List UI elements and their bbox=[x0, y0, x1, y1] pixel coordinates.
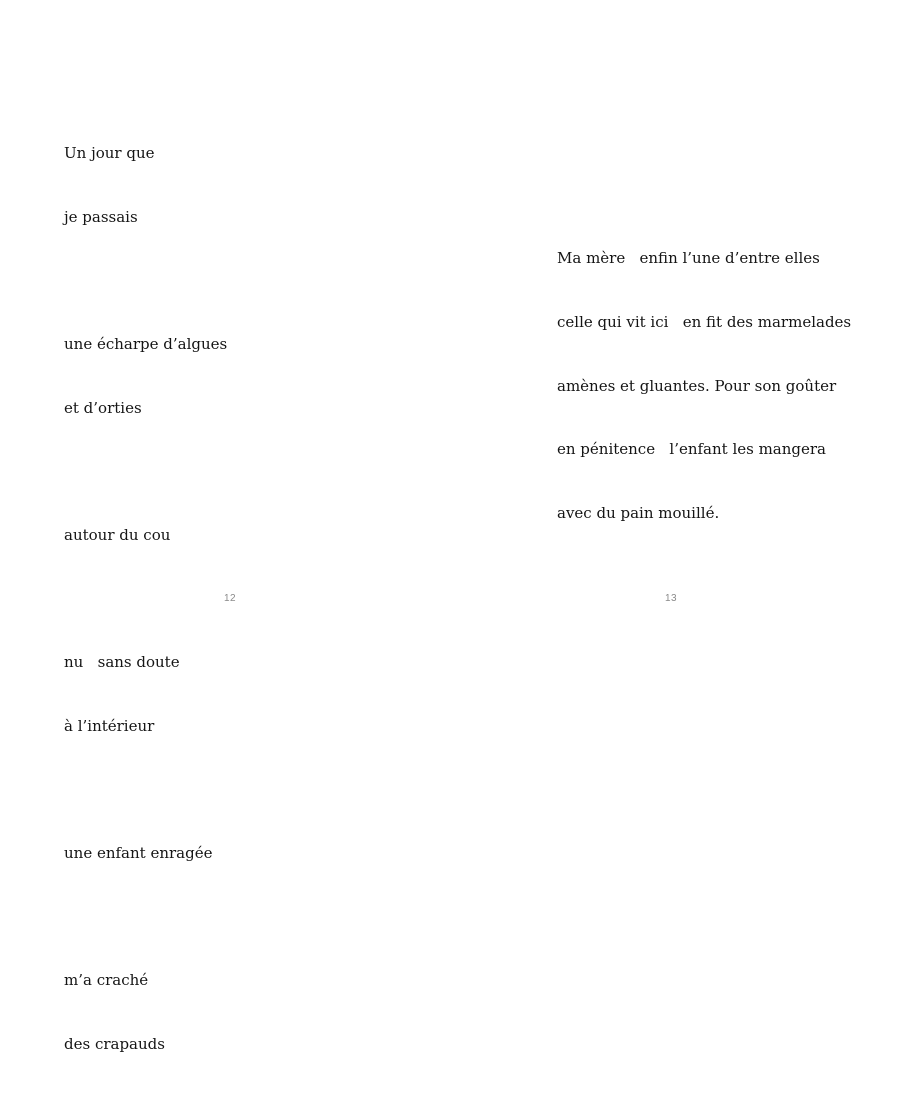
prose-line: Ma mère enfin l’une d’entre elles bbox=[557, 249, 820, 268]
poem-line: et d’orties bbox=[64, 398, 142, 417]
stanza-break bbox=[64, 589, 227, 610]
stanza-break bbox=[64, 779, 227, 800]
prose-line: amènes et gluantes. Pour son goûter bbox=[557, 376, 837, 395]
poem-line: une enfant enragée bbox=[64, 843, 213, 862]
poem-line: à l’intérieur bbox=[64, 716, 155, 735]
prose-paragraph bbox=[557, 206, 851, 566]
page-number: 13 bbox=[665, 593, 678, 604]
right-page bbox=[450, 0, 900, 643]
poem bbox=[64, 101, 227, 1097]
poem-line: nu sans doute bbox=[64, 653, 180, 672]
page-number: 12 bbox=[224, 593, 237, 604]
left-page bbox=[0, 0, 450, 1053]
prose-line: avec du pain mouillé. bbox=[557, 503, 720, 522]
poem-line: des crapauds bbox=[64, 1034, 165, 1053]
stanza-break bbox=[64, 461, 227, 482]
poem-line: autour du cou bbox=[64, 525, 171, 544]
poem-line: je passais bbox=[64, 208, 138, 226]
prose-line: celle qui vit ici en fit des marmelades bbox=[557, 313, 852, 331]
stanza-break bbox=[64, 271, 227, 292]
poem-line: m’a craché bbox=[64, 971, 149, 990]
poem-line: une écharpe d’algues bbox=[64, 335, 228, 354]
stanza-break bbox=[64, 907, 227, 928]
poem-line: Un jour que bbox=[64, 144, 155, 163]
prose-line: en pénitence l’enfant les mangera bbox=[557, 440, 827, 459]
